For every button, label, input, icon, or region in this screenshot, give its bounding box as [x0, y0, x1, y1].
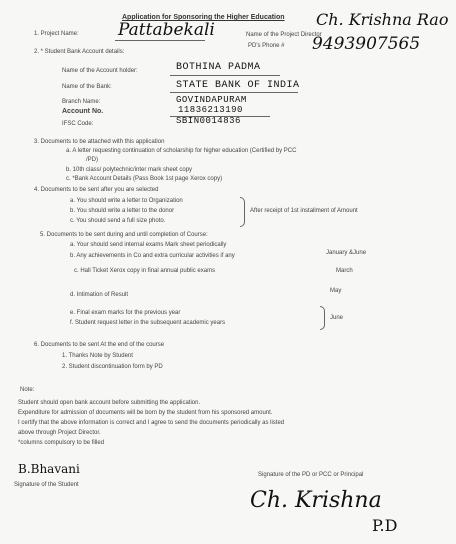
month-note: May	[330, 288, 342, 294]
account-holder-label: Name of the Account holder:	[62, 68, 138, 74]
pd-suffix: P.D	[372, 516, 398, 535]
section5-item: e. Final exam marks for the previous year	[70, 310, 181, 316]
pd-phone-value: 9493907565	[312, 34, 421, 54]
bank-name-label: Name of the Bank:	[62, 84, 112, 90]
section3-item: c. *Bank Account Details (Pass Book 1st page Xerox copy)	[66, 176, 223, 182]
note-line: Student should open bank account before submitting the application.	[18, 400, 201, 406]
section6-item: 2. Student discontinuation form by PD	[62, 364, 163, 370]
note-line: above through Project Director.	[18, 430, 101, 436]
student-signature: B.Bhavani	[18, 462, 80, 476]
account-no-value: 11836213190	[178, 105, 243, 115]
month-note: January &June	[326, 250, 367, 256]
section4-note: After receipt of 1st installment of Amount	[250, 208, 358, 214]
month-note: June	[330, 315, 344, 321]
pd-signature: Ch. Krishna	[250, 488, 382, 513]
branch-label: Branch Name:	[62, 99, 101, 105]
section6-item: 1. Thanks Note by Student	[62, 353, 133, 359]
project-name-label: 1. Project Name:	[34, 31, 79, 37]
month-note: March	[336, 268, 353, 274]
section4-item: c. You should send a full size photo.	[70, 218, 166, 224]
note-line: Expenditure for admission of documents will be born by the student from his sponsored amount.	[18, 410, 273, 416]
section3-item: b. 10th class/ polytechnic/inter mark sheet copy	[66, 167, 193, 173]
note-line: I certify that the above information is correct and I agree to send the documents periodically as listed	[18, 420, 285, 426]
pd-phone-label: PD's Phone #	[248, 43, 285, 49]
section5-item: c. Hall Ticket Xerox copy in final annual public exams	[74, 268, 216, 274]
section5-item: a. Your should send internal exams Mark sheet periodically	[70, 242, 227, 248]
section5-item: f. Student request letter in the subsequent academic years	[70, 320, 226, 326]
pd-signature-label: Signature of the PD or PCC or Principal	[258, 472, 364, 478]
project-director-value: Ch. Krishna Rao	[316, 10, 449, 29]
account-no-label: Account No.	[62, 108, 104, 115]
section3-item: /PD)	[86, 157, 98, 163]
project-director-label: Name of the Project Director	[246, 32, 322, 38]
ifsc-label: IFSC Code:	[62, 121, 94, 127]
section4-label: 4. Documents to be sent after you are selected	[34, 187, 159, 193]
section4-item: a. You should write a letter to Organization	[70, 198, 183, 204]
branch-value: GOVINDAPURAM	[176, 95, 247, 105]
section5-item: b. Any achievements in Co and extra curricular activities if any	[70, 253, 235, 259]
document-title: Application for Sponsoring the Higher Education	[122, 14, 285, 21]
bank-section-label: 2. * Student Bank Account details:	[34, 49, 125, 55]
note-line: *columns compulsory to be filled	[18, 440, 105, 446]
section3-item: a. A letter requesting continuation of scholarship for higher education (Certified by PCC	[66, 148, 297, 154]
account-holder-value: BOTHINA PADMA	[176, 62, 261, 73]
student-signature-label: Signature of the Student	[14, 482, 79, 488]
section4-item: b. You should write a letter to the donor	[70, 208, 175, 214]
section3-label: 3. Documents to be attached with this application	[34, 139, 165, 145]
project-name-value: Pattabekali	[118, 20, 215, 40]
ifsc-value: SBIN0014836	[176, 116, 241, 126]
section5-label: 5. Documents to be sent during and until completion of Course:	[40, 232, 208, 238]
bank-name-value: STATE BANK OF INDIA	[176, 80, 300, 91]
section5-item: d. Intimation of Result	[70, 292, 129, 298]
note-heading: Note:	[20, 387, 35, 393]
section6-label: 6. Documents to be sent At the end of the course	[34, 342, 165, 348]
